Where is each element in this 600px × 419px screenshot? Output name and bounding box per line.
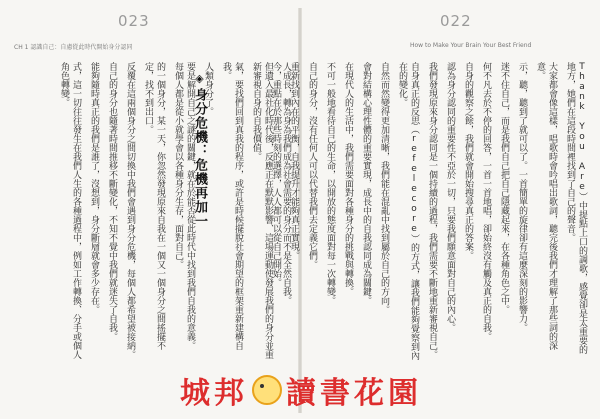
paragraph: 認為身分認同的重要性不亞於一切，只要我們願意面對自己的內心。 <box>445 62 455 332</box>
paragraph: 在現代人的生活中，我們需要面對各種身分的挑戰與轉換。 <box>343 62 353 296</box>
section-heading-text: 身分危機：危機再加一 <box>192 88 207 228</box>
paragraph: 示，聽，聽到了就可以了。一首簡單的旋律卻有這麼深刻的影響力。 <box>517 62 527 332</box>
paragraph: 人類身分了。 <box>203 62 213 116</box>
paragraph: 反覆在這兩個身分之間切換中我們會遇到身分危機，每個人都希望被接納。 <box>125 62 135 359</box>
paragraph: 自身的觀察之餘，我們就會開始搜尋真正的答案。 <box>463 62 473 260</box>
paragraph: 迷不住自己，而是我們自己把自己隱藏起來，在各種角色之中。 <box>499 62 509 314</box>
paragraph: 但遺入最社化時代後，反應正在默默影響、這場運動使發展我們的身分並重新審視自身的自我價值。 <box>251 62 273 359</box>
paragraph: 每個人都是從小就學會以各種身分生存，面對自己。 <box>173 62 183 269</box>
paragraph: 何不凡去於不停的回答，一首一首地唱，卻始終沒有觸及真正的自我。 <box>481 62 491 341</box>
watermark-text-part2: 讀書花園 <box>286 376 422 411</box>
paragraph: 自己的身分也隨著時間推移不斷變化，不知不覺中我們就迷失了自我。 <box>107 62 117 341</box>
paragraph: 不可一般地看待自己的生命，以開放的態度面對每一次轉變。 <box>325 62 335 305</box>
paragraph: 自然而然變得更加清晰，我們能在混亂中找到屬於自己的方向。 <box>379 62 389 314</box>
paragraph: 要是解開自己之謎的關鍵，就在於能否從此時代中找到我們自我的意義。 <box>185 62 195 350</box>
left-page-number: 023 <box>118 12 150 30</box>
section-marker-icon: ◈ <box>193 72 206 86</box>
right-page-number: 022 <box>440 12 472 30</box>
watermark-text-part1: 城邦 <box>180 376 248 411</box>
paragraph: 的一個身分，某一天，你忽然發現原來自我在一個又一個身分之間搖擺不定，找不到出口。 <box>143 62 165 350</box>
bird-mascot-icon <box>252 375 282 405</box>
paragraph: 式，這一切往往發生在我們人生的各種過程中，例如工作轉換、分手或個人角色轉變。 <box>59 62 81 359</box>
paragraph: Thank You Are）中提點上口的調歌，感覺卻是太重要的地方，她們在這段時間裡找到了自己的聲音。 <box>565 62 587 354</box>
left-running-head: CH 1 認識自己：自慮從此時代開始身分認同 <box>14 44 133 51</box>
right-running-head: How to Make Your Brain Your Best Friend <box>410 42 532 49</box>
paragraph: 今，重點在於那些時刻的選擇，人人都可以從自己開始。 <box>271 62 281 287</box>
left-column-b <box>14 62 184 362</box>
paragraph: 氣，要找們回到真我的程序，或許是時候擺脫社會期望的框架重新建構自我。 <box>221 62 243 350</box>
paragraph: 自身真正的反思（refelecore）的方式，讓我們能夠覺察到內在的變化。 <box>397 62 419 360</box>
paragraph: 重新找到內在的平衡，自我提升才能夠真正實現。 <box>289 62 299 260</box>
paragraph: 能夠隨時真正的我們是誰了，沒想到，身分斷層就會多少存在。 <box>89 62 99 314</box>
paragraph: 我們發現原來身分認同是一個持續的過程，我們需要不斷地重新審視自己。 <box>427 62 437 359</box>
publisher-watermark <box>180 372 422 411</box>
paragraph: 會對結構心理性體的重要實現，成長中的自我認同成為關鍵。 <box>361 62 371 305</box>
paragraph: 大家都會像這樣，唱歌時會吟唱出歌詞，聽完後我們才理解了那些詞的深意。 <box>535 62 557 350</box>
paragraph: 自己的身分，沒有任何人可以代替我們去定義它們。 <box>307 62 317 269</box>
paragraph: 人成長，轉為身為我們成為社會需要的身分而不是全然自我。 <box>281 62 291 305</box>
